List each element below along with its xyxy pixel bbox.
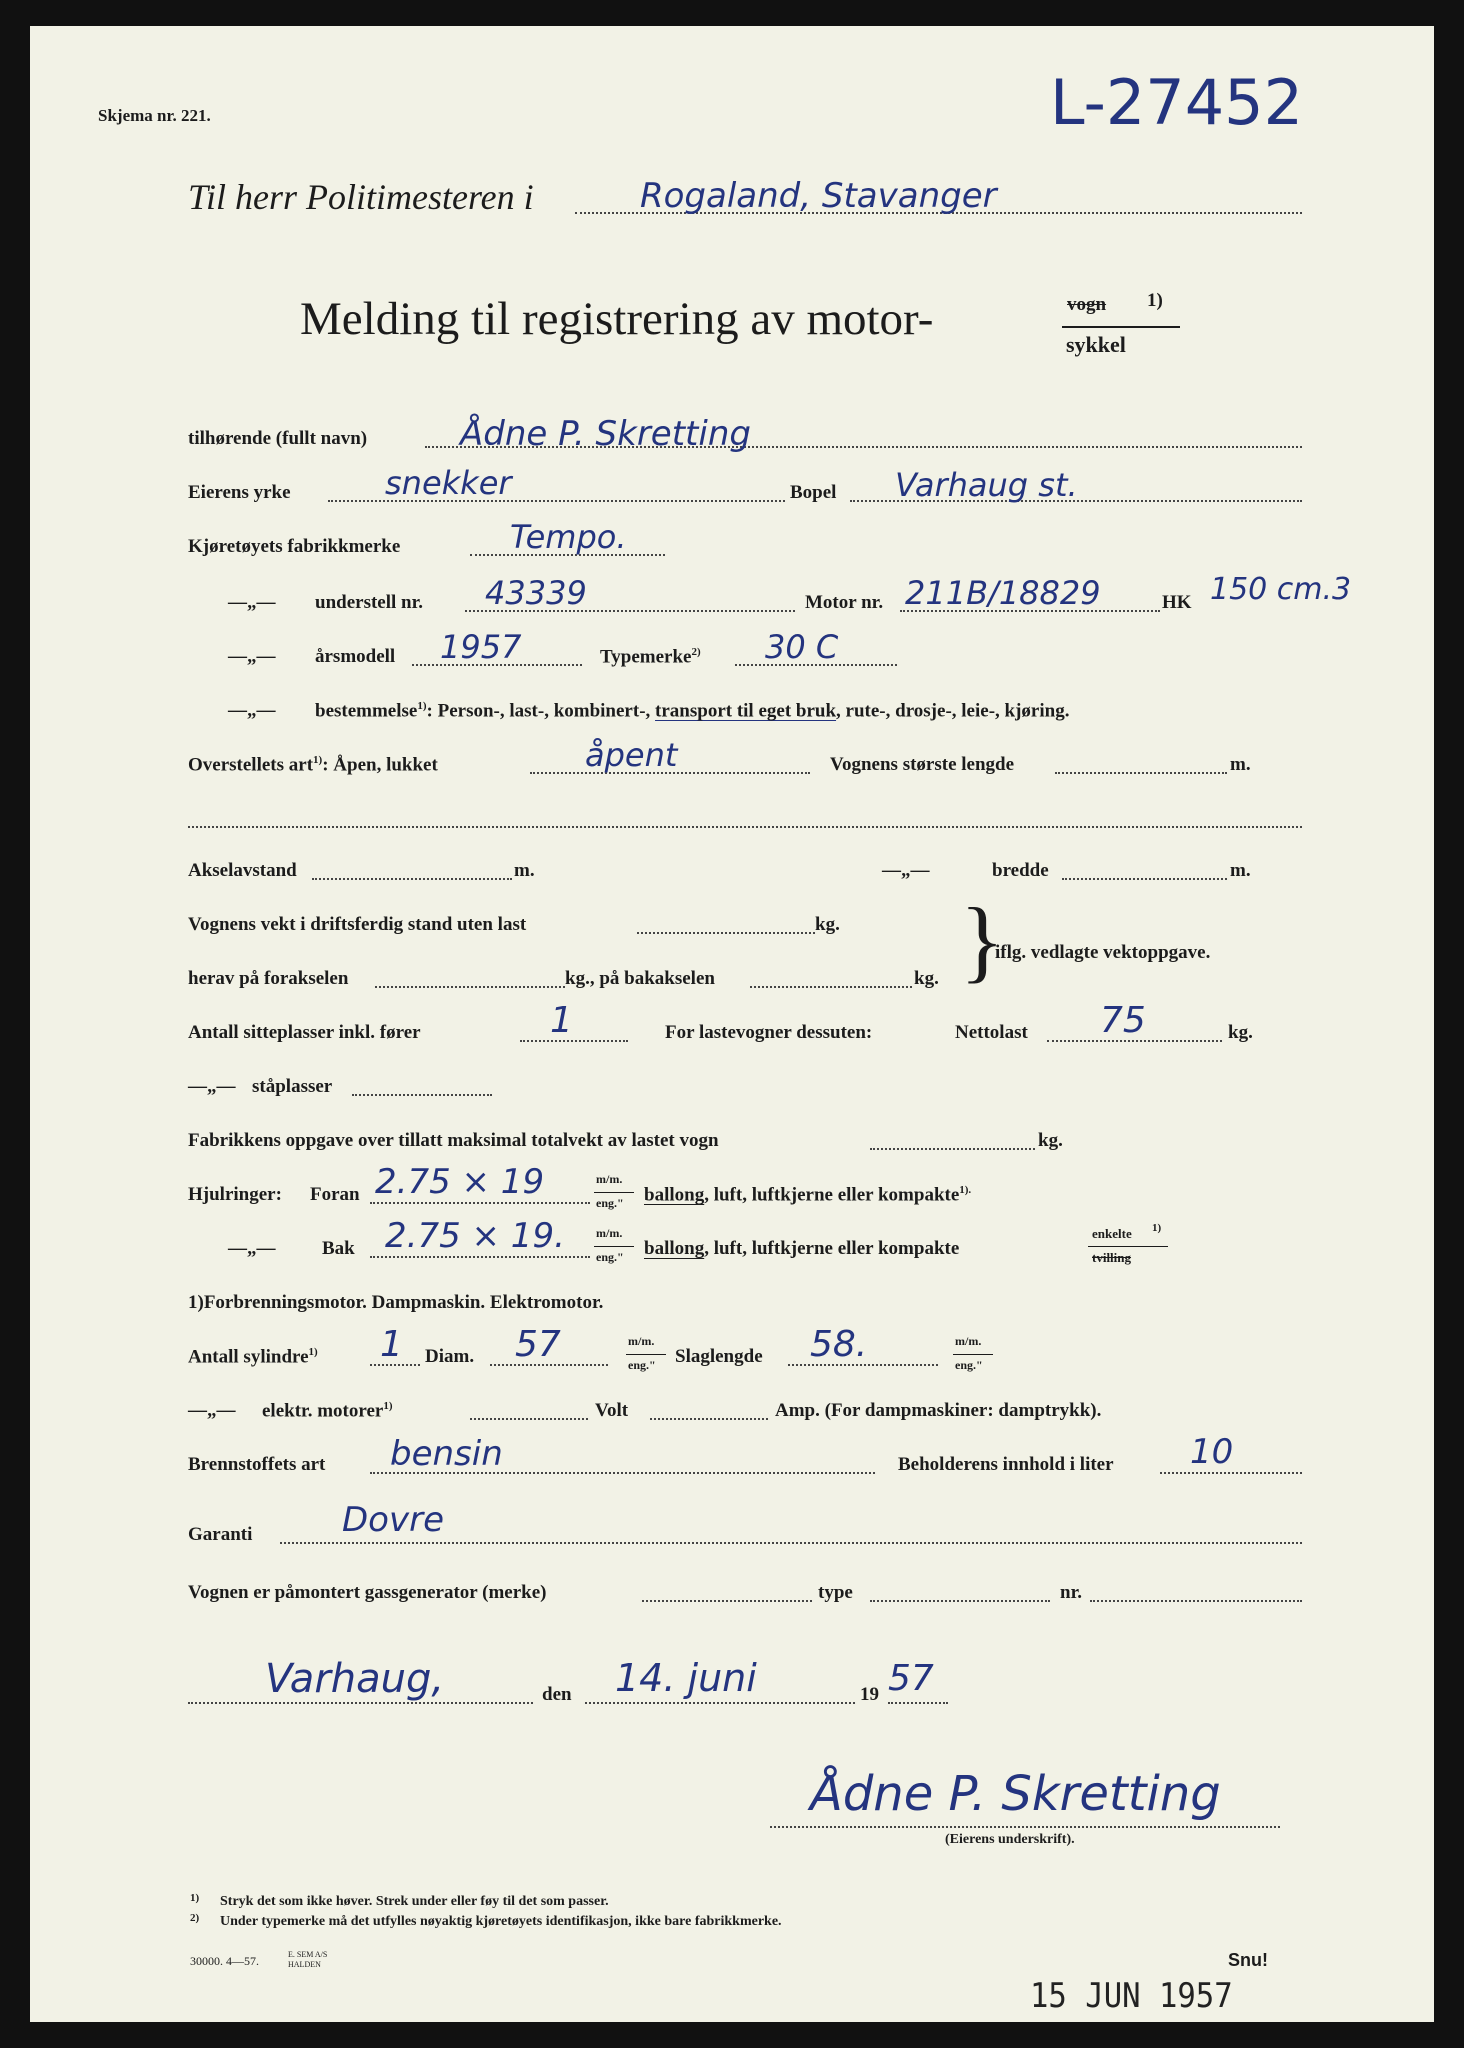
tires-rear-unit-rule bbox=[594, 1246, 634, 1247]
gasgen-type-line bbox=[870, 1600, 1050, 1602]
year-prefix: 19 bbox=[860, 1684, 879, 1705]
owner-value: Ådne P. Skretting bbox=[460, 414, 751, 454]
ditto-mark-2: —„— bbox=[228, 646, 276, 667]
footnote-2-mark: 2) bbox=[190, 1912, 200, 1924]
wheelbase-unit: m. bbox=[514, 860, 535, 881]
bore-unit-rule bbox=[626, 1354, 666, 1355]
footnote-1: Stryk det som ikke høver. Strek under eller føy til det som passer. bbox=[220, 1894, 609, 1909]
hk-label: HK bbox=[1162, 592, 1192, 613]
bore-unit-mm: m/m. bbox=[628, 1334, 655, 1348]
tires-twin-option: tvilling bbox=[1092, 1250, 1132, 1265]
cylinders-label-text: Antall sylindre bbox=[188, 1346, 309, 1368]
gasgen-no-label: nr. bbox=[1060, 1582, 1083, 1603]
occupation-label: Eierens yrke bbox=[188, 482, 291, 503]
cylinders-value: 1 bbox=[380, 1324, 403, 1365]
model-year-value: 1957 bbox=[440, 628, 522, 666]
ditto-mark-6: —„— bbox=[228, 1238, 276, 1259]
tank-line bbox=[1160, 1472, 1302, 1474]
length-label: Vognens største lengde bbox=[830, 754, 1015, 775]
registration-form-page bbox=[30, 26, 1434, 2022]
title-footnote-mark: 1) bbox=[1147, 290, 1163, 311]
type-label-text: Typemerke bbox=[600, 646, 692, 668]
tires-single-option: enkelte bbox=[1092, 1226, 1132, 1241]
warranty-line bbox=[280, 1542, 1302, 1544]
stroke-label: Slaglengde bbox=[675, 1346, 763, 1367]
fuel-label: Brennstoffets art bbox=[188, 1454, 326, 1475]
make-value: Tempo. bbox=[510, 518, 627, 556]
type-value: 30 C bbox=[765, 628, 839, 666]
weight-brace: } bbox=[960, 889, 1005, 991]
date-line bbox=[585, 1702, 855, 1704]
gasgen-label: Vognen er påmontert gassgenerator (merke) bbox=[188, 1582, 547, 1603]
form-title: Melding til registrering av motor- bbox=[300, 293, 934, 345]
electric-sup: 1) bbox=[383, 1400, 393, 1412]
make-label: Kjøretøyets fabrikkmerke bbox=[188, 536, 401, 557]
warranty-value: Dovre bbox=[342, 1500, 444, 1540]
tires-rear-unit-eng: eng." bbox=[596, 1250, 624, 1264]
signature-line bbox=[770, 1826, 1280, 1828]
standing-label: ståplasser bbox=[252, 1076, 333, 1097]
purpose-label: bestemmelse bbox=[315, 700, 418, 722]
bore-unit-eng: eng." bbox=[628, 1358, 656, 1372]
body-sup: 1) bbox=[313, 754, 323, 766]
fuel-value: bensin bbox=[390, 1434, 503, 1474]
occupation-value: snekker bbox=[385, 464, 512, 502]
length-line bbox=[1055, 772, 1227, 774]
weight-line bbox=[637, 932, 815, 934]
printer-line1: E. SEM A/S bbox=[288, 1950, 328, 1959]
weight-label: Vognens vekt i driftsferdig stand uten last bbox=[188, 914, 527, 935]
maxweight-label: Fabrikkens oppgave over tillatt maksimal totalvekt av lastet vogn bbox=[188, 1130, 719, 1151]
length-unit: m. bbox=[1230, 754, 1251, 775]
netload-value: 75 bbox=[1100, 1000, 1146, 1041]
wheelbase-label: Akselavstand bbox=[188, 860, 297, 881]
cargo-label: For lastevogner dessuten: bbox=[665, 1022, 873, 1043]
place-line bbox=[188, 1702, 533, 1704]
weight-note: iflg. vedlagte vektoppgave. bbox=[995, 942, 1211, 963]
gasgen-no-line bbox=[1090, 1600, 1302, 1602]
purpose-before: : Person-, last-, kombinert-, bbox=[426, 700, 656, 722]
ditto-mark-1: —„— bbox=[228, 592, 276, 613]
ditto-mark-4: —„— bbox=[882, 860, 930, 881]
stroke-unit-mm: m/m. bbox=[955, 1334, 982, 1348]
tires-rear-label: Bak bbox=[322, 1238, 355, 1259]
chassis-label: understell nr. bbox=[315, 592, 424, 613]
wheelbase-line bbox=[312, 878, 512, 880]
tires-single-mark: 1) bbox=[1152, 1222, 1162, 1234]
tires-front-unit-eng: eng." bbox=[596, 1196, 624, 1210]
seats-value: 1 bbox=[550, 1000, 573, 1041]
hk-value: 150 cm.3 bbox=[1210, 572, 1352, 607]
tires-front-type-selected: ballong bbox=[644, 1184, 705, 1206]
tires-front-type bbox=[644, 1184, 971, 1206]
volt-line bbox=[650, 1418, 768, 1420]
chassis-value: 43339 bbox=[485, 574, 587, 612]
blank-line bbox=[188, 826, 1302, 828]
motor-value: 211B/18829 bbox=[905, 574, 1101, 612]
standing-line bbox=[352, 1094, 492, 1096]
tires-rear-value: 2.75 × 19. bbox=[385, 1216, 565, 1256]
motor-line bbox=[900, 610, 1160, 612]
warranty-label: Garanti bbox=[188, 1524, 253, 1545]
residence-label: Bopel bbox=[790, 482, 837, 503]
purpose-selected: transport til eget bruk bbox=[655, 700, 837, 722]
title-fraction-line bbox=[1062, 326, 1180, 328]
title-option-vogn: vogn bbox=[1067, 294, 1107, 315]
tires-front-value: 2.75 × 19 bbox=[375, 1162, 545, 1202]
body-label-text: Overstellets art bbox=[188, 754, 314, 776]
electric-label-text: elektr. motorer bbox=[262, 1400, 384, 1422]
printer-line2: HALDEN bbox=[288, 1960, 321, 1969]
residence-value: Varhaug st. bbox=[895, 466, 1078, 504]
body-label bbox=[188, 754, 438, 776]
model-year-label: årsmodell bbox=[315, 646, 396, 667]
purpose-after: , rute-, drosje-, leie-, kjøring. bbox=[836, 700, 1070, 722]
stroke-unit-eng: eng." bbox=[955, 1358, 983, 1372]
motor-label: Motor nr. bbox=[805, 592, 884, 613]
registration-number: L-27452 bbox=[1050, 66, 1304, 139]
seats-line bbox=[520, 1040, 628, 1042]
signature-label: (Eierens underskrift). bbox=[945, 1832, 1075, 1847]
rear-axle-unit: kg. bbox=[914, 968, 939, 989]
seats-label: Antall sitteplasser inkl. fører bbox=[188, 1022, 421, 1043]
cylinders-label bbox=[188, 1346, 318, 1368]
bore-value: 57 bbox=[515, 1324, 561, 1365]
body-value: åpent bbox=[585, 736, 678, 774]
purpose-sup: 1) bbox=[417, 700, 427, 712]
tires-front-unit-mm: m/m. bbox=[596, 1172, 623, 1186]
tires-rear-type-selected: ballong bbox=[644, 1238, 705, 1259]
tires-front-end: 1). bbox=[959, 1184, 972, 1196]
tires-front-label: Foran bbox=[310, 1184, 360, 1205]
engine-types: 1)Forbrenningsmotor. Dampmaskin. Elektromotor. bbox=[188, 1292, 604, 1313]
year-line bbox=[888, 1702, 948, 1704]
tires-front-type-rest: , luft, luftkjerne eller kompakte bbox=[704, 1184, 960, 1206]
tires-rear-type-rest: , luft, luftkjerne eller kompakte bbox=[704, 1238, 960, 1259]
stroke-unit-rule bbox=[953, 1354, 993, 1355]
netload-unit: kg. bbox=[1228, 1022, 1253, 1043]
received-stamp: 15 JUN 1957 bbox=[1030, 1976, 1233, 2016]
tires-front-unit-rule bbox=[594, 1192, 634, 1193]
title-option-sykkel: sykkel bbox=[1066, 332, 1126, 357]
ditto-mark-3: —„— bbox=[228, 700, 276, 721]
ditto-mark-5: —„— bbox=[188, 1076, 236, 1097]
tank-value: 10 bbox=[1190, 1432, 1234, 1472]
rear-axle-label: kg., på bakakselen bbox=[565, 968, 715, 989]
year-value: 57 bbox=[888, 1658, 934, 1699]
tires-rear-type bbox=[644, 1238, 959, 1260]
owner-label: tilhørende (fullt navn) bbox=[188, 428, 368, 449]
body-options: : Åpen, lukket bbox=[322, 754, 438, 776]
width-unit: m. bbox=[1230, 860, 1251, 881]
addressee-value: Rogaland, Stavanger bbox=[640, 176, 997, 216]
tank-label: Beholderens innhold i liter bbox=[898, 1454, 1114, 1475]
tires-rear-unit-mm: m/m. bbox=[596, 1226, 623, 1240]
front-axle-label: herav på forakselen bbox=[188, 968, 349, 989]
maxweight-line bbox=[870, 1148, 1035, 1150]
cylinders-sup: 1) bbox=[308, 1346, 318, 1358]
electric-label bbox=[262, 1400, 393, 1422]
type-sup: 2) bbox=[691, 646, 701, 658]
owner-signature: Ådne P. Skretting bbox=[810, 1766, 1221, 1822]
gasgen-line bbox=[642, 1600, 812, 1602]
amp-label: Amp. (For dampmaskiner: damptrykk). bbox=[775, 1400, 1102, 1421]
footnote-2: Under typemerke må det utfylles nøyaktig kjøretøyets identifikasjon, ikke bare fabrikkmerke. bbox=[220, 1914, 782, 1929]
gasgen-type-label: type bbox=[818, 1582, 853, 1603]
width-label: bredde bbox=[992, 860, 1049, 881]
purpose-line bbox=[315, 700, 1069, 722]
footnote-1-mark: 1) bbox=[190, 1892, 200, 1904]
stroke-value: 58. bbox=[810, 1324, 868, 1365]
date-label: den bbox=[542, 1684, 572, 1705]
schema-number: Skjema nr. 221. bbox=[98, 106, 211, 125]
volt-label: Volt bbox=[595, 1400, 629, 1421]
print-info: 30000. 4—57. bbox=[190, 1954, 259, 1968]
tires-label: Hjulringer: bbox=[188, 1184, 282, 1205]
rear-axle-line bbox=[750, 986, 912, 988]
tires-option-rule bbox=[1088, 1246, 1168, 1247]
tires-front-line bbox=[370, 1202, 590, 1204]
type-label bbox=[600, 646, 701, 668]
maxweight-unit: kg. bbox=[1038, 1130, 1063, 1151]
width-line bbox=[1062, 878, 1227, 880]
date-value: 14. juni bbox=[615, 1656, 757, 1700]
bore-label: Diam. bbox=[425, 1346, 475, 1367]
ditto-mark-7: —„— bbox=[188, 1400, 236, 1421]
netload-label: Nettolast bbox=[955, 1022, 1028, 1043]
electric-line bbox=[470, 1418, 588, 1420]
place-value: Varhaug, bbox=[265, 1656, 445, 1702]
weight-unit: kg. bbox=[815, 914, 840, 935]
tires-rear-line bbox=[370, 1256, 590, 1258]
addressee-label: Til herr Politimesteren i bbox=[188, 177, 534, 217]
front-axle-line bbox=[375, 986, 565, 988]
turn-over: Snu! bbox=[1228, 1950, 1268, 1970]
